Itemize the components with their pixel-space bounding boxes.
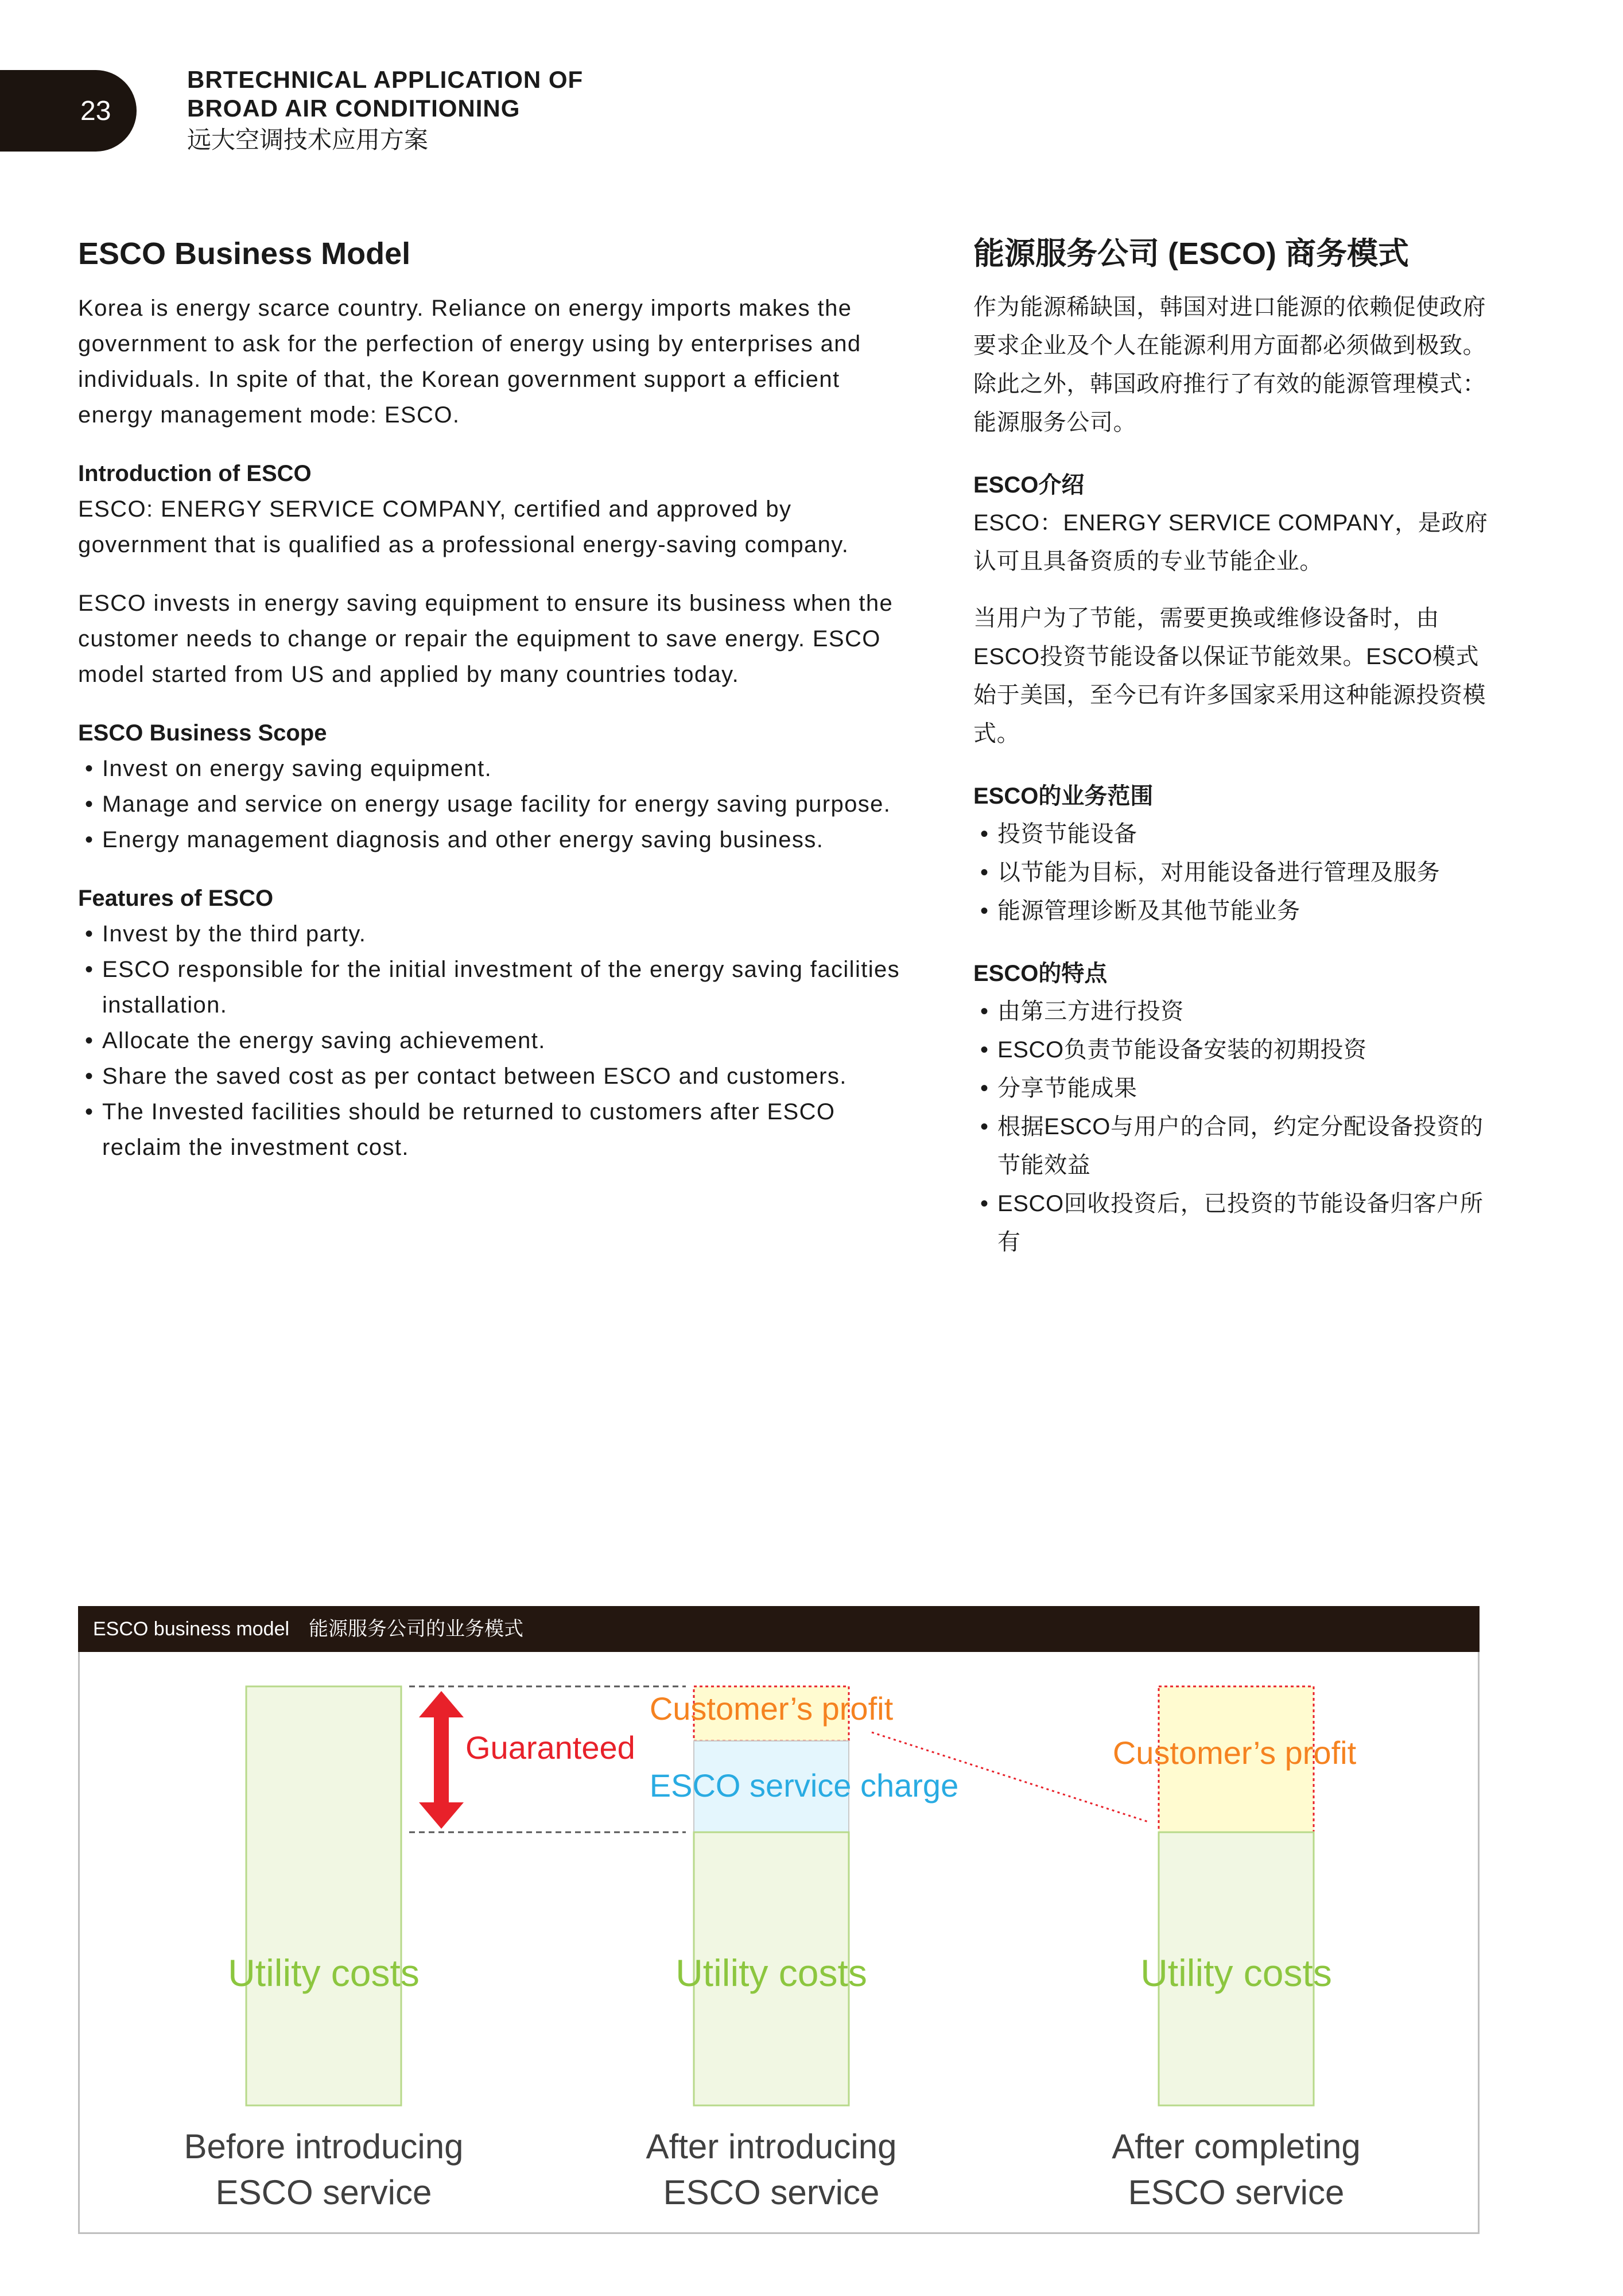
figure-caption-bar [78,1606,1480,1652]
list-item: • 能源管理诊断及其他节能业务 [973,892,1501,930]
list-item: • 以节能为目标，对用能设备进行管理及服务 [973,854,1501,892]
bullet-icon: • [980,1191,989,1216]
customer-profit-label-3: Customer’s profit [1112,1735,1357,1771]
col1-caption-line1: Before introducing [184,2127,464,2166]
list-item: • Allocate the energy saving achievement. [78,1023,904,1058]
header-title-en [187,65,583,123]
col3-caption-line2: ESCO service [1128,2173,1345,2212]
bullet-icon: • [85,1028,94,1053]
bullet-icon: • [980,860,989,885]
page-number-tab [0,70,137,152]
chinese-column [973,230,1501,1262]
intro-paragraph-cn: 作为能源稀缺国，韩国对进口能源的依赖促使政府要求企业及个人在能源利用方面都必须做到极致。除此之外，韩国政府推行了有效的能源管理模式：能源服务公司。 [973,294,1486,435]
list-item: • Energy management diagnosis and other energy saving business. [78,822,904,858]
introduction-para1-cn: ESCO：ENERGY SERVICE COMPANY，是政府认可且具备资质的专业节能企业。 [973,510,1488,574]
scope-heading-cn: ESCO的业务范围 [973,784,1154,809]
utility-costs-label-2: Utility costs [675,1952,867,1994]
col1-caption-line2: ESCO service [215,2173,432,2212]
bullet-icon: • [980,999,989,1024]
header-title-line1: BRTECHNICAL APPLICATION OF [187,66,584,93]
list-item: • Share the saved cost as per contact between ESCO and customers. [78,1058,904,1094]
list-item: • Invest by the third party. [78,916,904,952]
col3-caption-line1: After completing [1112,2127,1361,2166]
list-item: • The Invested facilities should be returned to customers after ESCO reclaim the investment cost. [78,1094,904,1165]
list-item: • Invest on energy saving equipment. [78,751,904,786]
page-number: 23 [80,96,111,126]
list-item: • ESCO responsible for the initial investment of the energy saving facilities installation. [78,952,904,1023]
header-title-line2: BROAD AIR CONDITIONING [187,95,521,122]
english-column [78,230,904,1165]
esco-model-diagram [80,1652,1478,2232]
list-item: • Manage and service on energy usage facility for energy saving purpose. [78,786,904,822]
list-item: • 投资节能设备 [973,815,1501,854]
introduction-heading-en: Introduction of ESCO [78,461,312,486]
bullet-icon: • [980,821,989,847]
list-item: • ESCO回收投资后，已投资的节能设备归客户所有 [973,1185,1501,1262]
bullet-icon: • [980,1076,989,1101]
col2-caption-line2: ESCO service [663,2173,880,2212]
bullet-icon: • [85,1099,94,1124]
utility-costs-label-1: Utility costs [228,1952,420,1994]
bullet-icon: • [980,898,989,924]
features-heading-cn: ESCO的特点 [973,961,1108,986]
utility-costs-bar-before [246,1686,401,2105]
bullet-icon: • [85,827,94,852]
service-charge-label: ESCO service charge [649,1767,959,1804]
bullet-icon: • [85,957,94,982]
customer-profit-label-2: Customer’s profit [649,1690,894,1727]
bullet-icon: • [85,792,94,817]
bullet-icon: • [85,1064,94,1089]
scope-heading-en: ESCO Business Scope [78,720,327,746]
intro-paragraph-en: Korea is energy scarce country. Reliance on energy imports makes the government to ask for the perfection of energy using by enterprises and individuals. In spite of that, the Korean government support a efficient energy management mode: ESCO. [78,296,861,428]
introduction-para2-en: ESCO invests in energy saving equipment to ensure its business when the customer needs to change or repair the equipment to save energy. ESCO model started from US and applied by many countries today. [78,591,894,687]
figure-caption: ESCO business model 能源服务公司的业务模式 [93,1618,524,1640]
guaranteed-arrow-icon [419,1691,464,1829]
features-list-en [78,916,904,1165]
features-heading-en: Features of ESCO [78,886,274,911]
bullet-icon: • [85,921,94,947]
col2-caption-line1: After introducing [646,2127,897,2166]
list-item: • 根据ESCO与用户的合同，约定分配设备投资的节能效益 [973,1108,1501,1185]
header-title-cn: 远大空调技术应用方案 [187,126,429,153]
bullet-icon: • [85,756,94,781]
bullet-icon: • [980,1037,989,1062]
bullet-icon: • [980,1114,989,1139]
scope-list-en [78,751,904,858]
utility-costs-label-3: Utility costs [1140,1952,1332,1994]
introduction-para1-en: ESCO: ENERGY SERVICE COMPANY, certified and approved by government that is qualified as a professional energy-saving company. [78,497,849,557]
introduction-heading-cn: ESCO介绍 [973,472,1085,498]
features-list-cn [973,992,1501,1262]
list-item: • ESCO负责节能设备安装的初期投资 [973,1031,1501,1069]
list-item: • 由第三方进行投资 [973,992,1501,1031]
section-title-en: ESCO Business Model [78,236,411,271]
scope-list-cn [973,815,1501,930]
introduction-para2-cn: 当用户为了节能，需要更换或维修设备时，由ESCO投资节能设备以保证节能效果。ESCO模式始于美国，至今已有许多国家采用这种能源投资模式。 [973,606,1486,746]
figure-frame [78,1652,1480,2234]
list-item: • 分享节能成果 [973,1069,1501,1108]
section-title-cn: 能源服务公司 (ESCO) 商务模式 [973,236,1410,271]
guaranteed-label: Guaranteed [465,1729,635,1766]
